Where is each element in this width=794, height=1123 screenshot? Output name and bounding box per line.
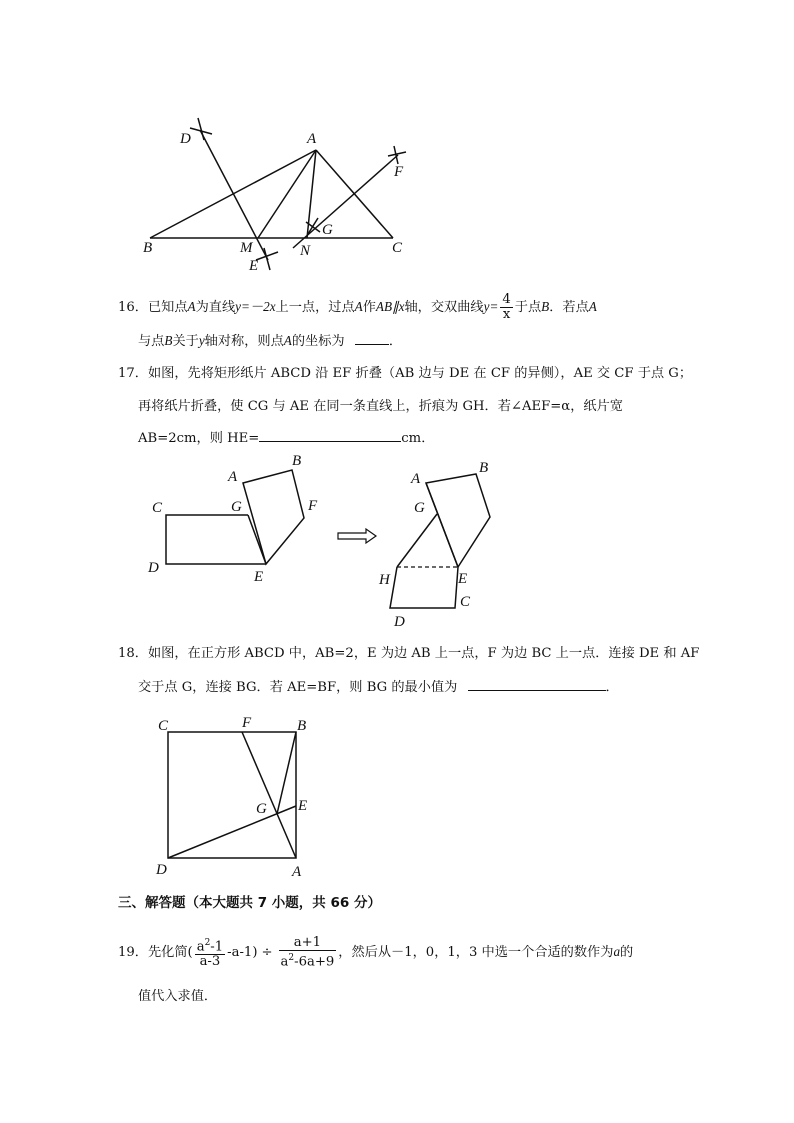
q17-text: 如图，先将矩形纸片 ABCD 沿 EF 折叠（AB 边与 DE 在 CF 的异侧），AE 交 CF 于点 G； xyxy=(147,366,693,381)
left-fold-GE xyxy=(248,515,266,564)
q16-end: ． xyxy=(388,334,402,349)
q16-text: 上一点，过点 xyxy=(275,300,355,315)
right-label-D: D xyxy=(394,614,405,630)
right-label-H: H xyxy=(379,572,390,588)
q19-frac2-num: a+1 xyxy=(279,936,337,951)
left-label-D: D xyxy=(148,560,159,576)
q16-answer-blank[interactable] xyxy=(355,331,389,345)
q17-number: 17． xyxy=(118,366,148,381)
q16-text: 为直线 xyxy=(195,300,236,315)
right-fold-GE xyxy=(426,483,458,567)
q19-divide: ÷ xyxy=(261,945,273,961)
label-N: N xyxy=(300,243,311,259)
figure-q15 xyxy=(140,110,430,275)
right-label-A: A xyxy=(411,471,421,487)
segment-AN xyxy=(307,150,316,238)
q16-text: 的坐标为 xyxy=(291,334,345,349)
q17-line3 xyxy=(138,428,434,448)
arrow-icon xyxy=(338,529,376,543)
q16-line-equation: y=－2x xyxy=(235,299,276,314)
right-flap-ABFE xyxy=(426,474,490,567)
label-G: G xyxy=(322,222,333,238)
q17-answer-blank[interactable] xyxy=(259,428,401,442)
left-label-C: C xyxy=(152,500,163,516)
q16-var-B: B xyxy=(164,333,173,348)
left-flap-ABFE xyxy=(243,470,304,564)
q17-line1 xyxy=(118,365,692,383)
q16-line1 xyxy=(118,293,597,322)
right-strip-GH xyxy=(397,514,437,567)
label-E: E xyxy=(298,798,308,814)
q19-number: 19． xyxy=(118,945,148,961)
q18-text: 如图，在正方形 ABCD 中，AB=2，E 为边 AB 上一点，F 为边 BC 上一点．连接 DE 和 AF xyxy=(147,646,700,661)
q19-fraction-2 xyxy=(279,936,337,969)
left-label-A: A xyxy=(228,469,238,485)
segment-BG xyxy=(277,732,296,814)
q16-var-y: y xyxy=(198,333,205,348)
figure-q17-svg xyxy=(140,450,490,628)
q16-text: 已知点 xyxy=(147,300,188,315)
q19-text: 值代入求值． xyxy=(138,989,218,1004)
q18-line1 xyxy=(118,645,699,663)
q16-var-B: B xyxy=(541,299,550,314)
figure-q15-svg xyxy=(140,110,430,275)
q16-text: 轴，交双曲线 xyxy=(404,300,484,315)
left-label-F: F xyxy=(308,498,318,514)
label-A: A xyxy=(292,864,302,880)
figure-q17 xyxy=(140,450,490,628)
q19-frac1-num: $a^2-1$ xyxy=(196,938,224,955)
q18-number: 18． xyxy=(118,646,148,661)
q19-line2 xyxy=(138,988,217,1006)
label-D: D xyxy=(180,131,191,147)
q16-text: 与点 xyxy=(138,334,165,349)
q16-text: 关于 xyxy=(172,334,199,349)
q16-var-A: A xyxy=(354,299,363,314)
figure-q18-svg xyxy=(150,710,320,880)
q18-line2 xyxy=(138,677,619,697)
segment-AM xyxy=(258,150,316,238)
label-B: B xyxy=(143,240,153,256)
square-ABCD xyxy=(168,732,296,858)
q16-parallel: AB∥x xyxy=(375,299,405,314)
q19-frac1-den: a-3 xyxy=(199,954,221,970)
q16-line2 xyxy=(138,331,402,351)
q17-text: AB=2cm，则 HE= xyxy=(138,431,260,446)
label-C: C xyxy=(392,240,403,256)
label-M: M xyxy=(240,240,253,256)
right-label-C: C xyxy=(460,594,471,610)
q19-frac2-den: $a^2-6a+9$ xyxy=(280,953,335,970)
q19-mid: -a-1) xyxy=(227,945,258,961)
q19-fraction-1 xyxy=(195,936,225,969)
left-label-G: G xyxy=(231,499,242,515)
label-F: F xyxy=(242,715,252,731)
q16-frac-num: 4 xyxy=(502,292,511,307)
q17-text: 再将纸片折叠，使 CG 与 AE 在同一条直线上，折痕为 GH．若∠AEF=α，纸片宽 xyxy=(138,399,623,414)
segment-AF xyxy=(242,732,296,858)
label-E: E xyxy=(249,258,259,274)
figure-q18 xyxy=(150,710,320,880)
q17-line2 xyxy=(138,398,623,416)
q16-var-A: A xyxy=(283,333,292,348)
q16-frac-den: x xyxy=(502,307,511,322)
q16-fraction xyxy=(500,293,512,322)
line-DE xyxy=(200,130,268,260)
q16-text: 轴对称，则点 xyxy=(204,334,284,349)
q17-unit: cm． xyxy=(401,431,435,446)
q16-text: 于点 xyxy=(514,300,542,315)
q16-var-A: A xyxy=(187,299,196,314)
q16-number: 16． xyxy=(118,300,148,315)
right-label-G: G xyxy=(414,500,425,516)
q19-var-a: a xyxy=(613,944,621,960)
label-B: B xyxy=(297,718,307,734)
q19-text: 先化简 xyxy=(147,945,188,961)
left-label-E: E xyxy=(254,569,264,585)
right-label-E: E xyxy=(458,571,468,587)
label-D: D xyxy=(156,862,167,878)
label-A: A xyxy=(307,131,317,147)
arc-mark-D2 xyxy=(198,118,204,140)
q16-text: 作 xyxy=(362,300,376,315)
q19-text: ，然后从－1，0，1，3 中选一个合适的数作为 xyxy=(338,945,614,961)
q16-var-A: A xyxy=(588,299,597,314)
left-label-B: B xyxy=(292,453,302,469)
q18-answer-blank[interactable] xyxy=(468,677,606,691)
right-rect-HDCE xyxy=(390,567,458,608)
label-C: C xyxy=(158,718,169,734)
q18-end: ． xyxy=(605,680,619,695)
label-G: G xyxy=(256,801,267,817)
q19-paren: ( xyxy=(187,945,193,961)
right-label-B: B xyxy=(479,460,489,476)
q19-line1 xyxy=(118,936,633,969)
q16-text: ．若点 xyxy=(549,300,589,315)
arc-mark-E2 xyxy=(264,248,270,270)
section-title xyxy=(118,894,381,912)
q18-text: 交于点 G，连接 BG．若 AE=BF，则 BG 的最小值为 xyxy=(138,680,458,695)
label-F: F xyxy=(394,164,404,180)
q16-hyperbola-y: y= xyxy=(483,299,499,314)
q19-text: 的 xyxy=(620,945,634,961)
section-title-text: 三、解答题（本大题共 7 小题，共 66 分） xyxy=(118,895,381,911)
